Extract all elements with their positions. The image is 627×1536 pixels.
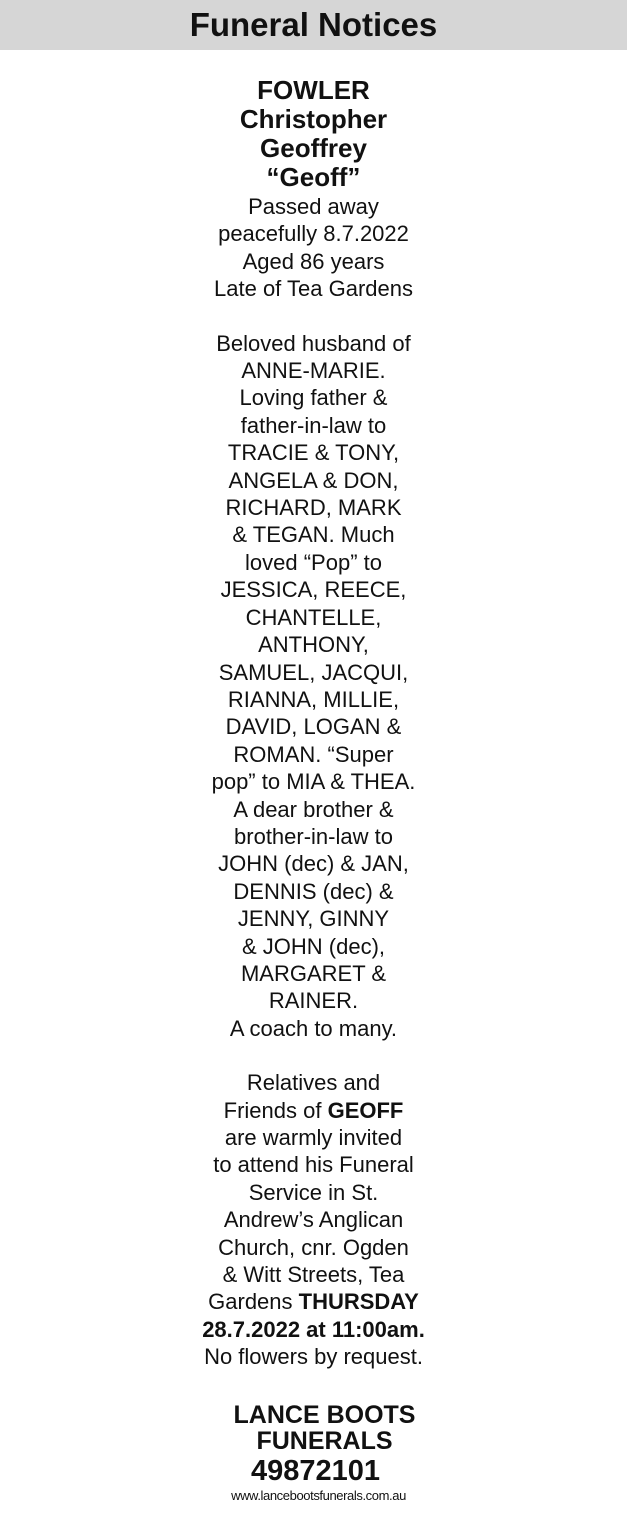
text-fragment: Gardens [208, 1289, 299, 1315]
text-line: pop” to MIA & THEA. [211, 769, 416, 795]
funeral-director-name-line2: FUNERALS [256, 1426, 393, 1455]
text-line: are warmly invited [224, 1125, 403, 1150]
text-line: RAINER. [268, 988, 359, 1014]
surname: FOWLER [257, 75, 370, 105]
funeral-director-website: www.lancebootsfunerals.com.au [231, 1487, 406, 1503]
text-line: ANGELA & DON, [228, 467, 399, 493]
text-line: ANNE-MARIE. [241, 358, 386, 384]
text-line: Late of Tea Gardens [214, 276, 413, 302]
text-line: Passed away [248, 194, 379, 219]
service-paragraph [189, 1069, 439, 1370]
section-title: Funeral Notices [189, 6, 438, 43]
text-line: Service in St. [248, 1179, 379, 1205]
text-line: ANTHONY, [258, 632, 369, 658]
text-line: loved “Pop” to [245, 549, 382, 575]
text-line: DAVID, LOGAN & [225, 714, 402, 740]
text-line: SAMUEL, JACQUI, [218, 659, 409, 685]
deceased-first-name: GEOFF [327, 1097, 404, 1123]
funeral-director-phone: 49872101 [250, 1454, 381, 1487]
text-line: TRACIE & TONY, [227, 440, 400, 466]
funeral-director-block [189, 1402, 439, 1454]
text-line: & TEGAN. Much [232, 522, 395, 548]
intro-paragraph [189, 193, 439, 303]
text-line: Beloved husband of [216, 330, 411, 356]
service-day: THURSDAY [298, 1289, 419, 1315]
text-line: Andrew’s Anglican [223, 1207, 404, 1233]
text-line: Loving father & [239, 385, 388, 411]
funeral-notice [189, 76, 439, 1504]
text-fragment: Friends of [223, 1097, 328, 1123]
text-line: RIANNA, MILLIE, [227, 686, 400, 712]
text-line: JENNY, GINNY [237, 906, 390, 932]
text-line: CHANTELLE, [245, 604, 382, 630]
text-line: brother-in-law to [234, 823, 393, 849]
flowers-note: No flowers by request. [204, 1344, 423, 1370]
service-date-time: 28.7.2022 at 11:00am. [202, 1316, 425, 1342]
text-line: DENNIS (dec) & [233, 878, 394, 904]
given-name-first: Christopher [239, 104, 388, 134]
nickname: “Geoff” [266, 162, 361, 192]
text-line: & JOHN (dec), [241, 933, 386, 959]
text-line: JESSICA, REECE, [220, 577, 407, 603]
given-name-second: Geoffrey [260, 133, 367, 163]
text-line: JOHN (dec) & JAN, [218, 851, 409, 877]
text-line [189, 1097, 439, 1124]
text-line: Relatives and [246, 1070, 381, 1096]
text-line: Church, cnr. Ogden [218, 1234, 409, 1260]
text-line: Aged 86 years [242, 248, 385, 274]
text-line: to attend his Funeral [213, 1152, 414, 1178]
text-line [189, 1288, 439, 1315]
family-paragraph [189, 330, 439, 1043]
text-line: & Witt Streets, Tea [222, 1262, 405, 1288]
text-line: RICHARD, MARK [225, 495, 402, 521]
text-line: A dear brother & [233, 796, 394, 822]
text-line: peacefully 8.7.2022 [218, 221, 409, 247]
funeral-director-name-line1: LANCE BOOTS [233, 1400, 416, 1429]
text-line: ROMAN. “Super [233, 741, 394, 767]
text-line: MARGARET & [240, 960, 387, 986]
text-line: A coach to many. [229, 1015, 398, 1041]
section-header [0, 0, 627, 50]
text-line: father-in-law to [240, 412, 387, 438]
deceased-name-block [189, 76, 439, 192]
